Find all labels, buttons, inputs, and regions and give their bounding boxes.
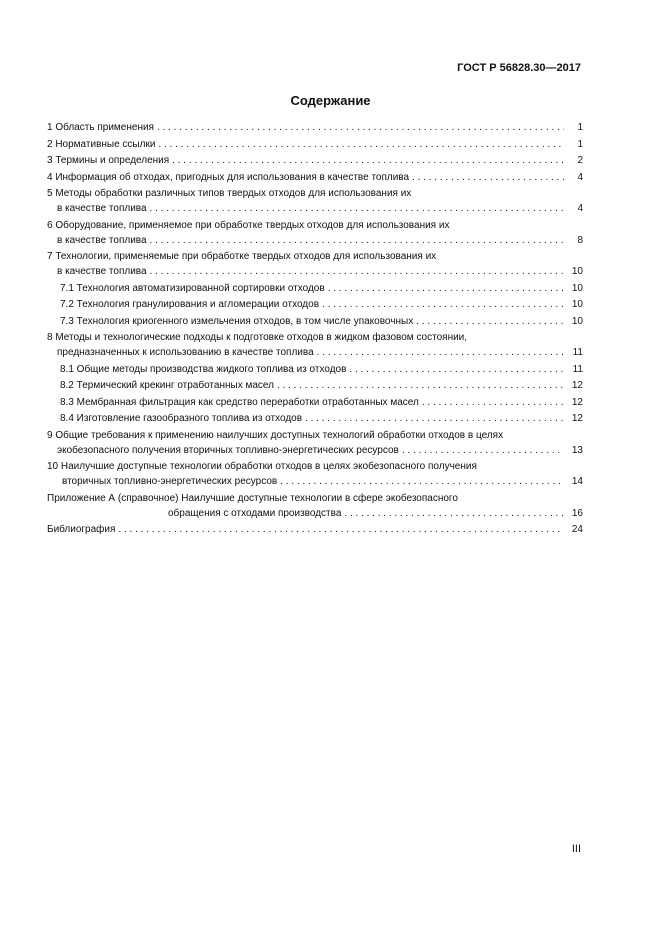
toc-entry-title: 6 Оборудование, применяемое при обработке твердых отходов для использования их <box>47 219 450 231</box>
toc-entry-title: 8.2 Термический крекинг отработанных масел <box>60 380 274 391</box>
toc-entry-title: 10 Наилучшие доступные технологии обработки отходов в целях экобезопасного получения <box>47 461 477 472</box>
toc-leader-dots <box>344 506 564 521</box>
toc-entry[interactable] <box>47 153 583 168</box>
toc-page-number: 11 <box>572 347 583 358</box>
toc-page-number: 11 <box>572 363 583 375</box>
toc-entry[interactable] <box>47 170 583 185</box>
toc-entry[interactable] <box>47 522 583 537</box>
document-code: ГОСТ Р 56828.30—2017 <box>457 62 581 74</box>
toc-entry-title: 8.3 Мембранная фильтрация как средство переработки отработанных масел <box>60 396 419 408</box>
toc-entry[interactable] <box>47 411 583 426</box>
toc-leader-dots <box>416 314 564 329</box>
toc-page-number: 10 <box>571 282 583 294</box>
toc-leader-dots <box>150 233 564 248</box>
toc-entry-title: 7.1 Технология автоматизированной сортировки отходов <box>60 282 325 294</box>
toc-entry-title: 4 Информация об отходах, пригодных для использования в качестве топлива <box>47 171 410 183</box>
toc-entry[interactable] <box>47 330 583 360</box>
toc-leader-dots <box>172 153 564 168</box>
toc-entry[interactable] <box>47 297 583 312</box>
toc-entry[interactable] <box>47 428 583 458</box>
toc-leader-dots <box>322 297 564 312</box>
toc-leader-dots <box>412 170 564 185</box>
toc-page-number: 2 <box>577 155 583 166</box>
toc-entry-title: 5 Методы обработки различных типов твердых отходов для использования их <box>47 188 412 199</box>
toc-leader-dots <box>150 264 564 279</box>
toc-entry[interactable] <box>47 362 583 377</box>
toc-page-number: 10 <box>571 266 583 277</box>
toc-entry[interactable] <box>47 281 583 296</box>
toc-page-number: 12 <box>571 396 583 408</box>
toc-leader-dots <box>118 522 564 537</box>
toc-leader-dots <box>158 137 564 152</box>
toc-leader-dots <box>349 362 564 377</box>
toc-leader-dots <box>157 120 564 135</box>
toc-entry-title: 8 Методы и технологические подходы к подготовке отходов в жидком фазовом состоянии, <box>47 332 468 343</box>
toc-leader-dots <box>150 201 564 216</box>
toc-entry-continuation: вторичных топливно-энергетических ресурсов <box>62 476 278 487</box>
toc-entry-title: 7.2 Технология гранулирования и агломерации отходов <box>60 299 320 310</box>
toc-entry[interactable] <box>47 218 583 248</box>
toc-title: Содержание <box>290 93 371 108</box>
toc-entry-title: Приложение А (справочное) Наилучшие доступные технологии в сфере экобезопасного <box>47 492 458 504</box>
toc-leader-dots <box>317 345 564 360</box>
toc-entry-title: 2 Нормативные ссылки <box>47 138 156 150</box>
toc-page-number: 12 <box>571 380 583 391</box>
toc-entry-continuation: в качестве топлива <box>57 234 147 246</box>
toc-entry[interactable] <box>47 395 583 410</box>
toc-page-number: 1 <box>577 138 583 150</box>
toc-page-number: 4 <box>577 171 583 183</box>
toc-entry-continuation: в качестве топлива <box>57 203 147 214</box>
toc-page-number: 14 <box>571 476 583 487</box>
toc-leader-dots <box>328 281 564 296</box>
toc-page-number: 4 <box>577 203 583 214</box>
toc-entry-title: 9 Общие требования к применению наилучших доступных технологий обработки отходов в целях <box>47 429 504 441</box>
toc-leader-dots <box>402 443 564 458</box>
toc-entry-title: 1 Область применения <box>47 122 154 133</box>
toc-page-number: 10 <box>571 299 583 310</box>
toc-page-number: 16 <box>571 507 583 519</box>
toc-entry[interactable] <box>47 137 583 152</box>
toc-entry-title: 8.1 Общие методы производства жидкого топлива из отходов <box>60 363 347 375</box>
toc-page-number: 13 <box>571 444 583 456</box>
toc-entry-continuation: в качестве топлива <box>57 266 147 277</box>
toc-leader-dots <box>280 474 564 489</box>
toc-entry[interactable] <box>47 459 583 489</box>
table-of-contents <box>47 120 583 537</box>
toc-page-number: 24 <box>571 524 583 535</box>
toc-entry[interactable] <box>47 249 583 279</box>
toc-entry-title: 7.3 Технология криогенного измельчения отходов, в том числе упаковочных <box>60 315 414 327</box>
toc-entry[interactable] <box>47 378 583 393</box>
toc-entry-title: 3 Термины и определения <box>47 155 170 166</box>
toc-page-number: 10 <box>571 315 583 327</box>
toc-page-number: 1 <box>577 122 583 133</box>
toc-entry[interactable] <box>47 491 583 521</box>
toc-page-number: 8 <box>577 234 583 246</box>
toc-entry-continuation: обращения с отходами производства <box>168 507 342 519</box>
toc-leader-dots <box>305 411 564 426</box>
toc-entry-title: 7 Технологии, применяемые при обработке твердых отходов для использования их <box>47 251 437 262</box>
toc-leader-dots <box>422 395 564 410</box>
toc-entry[interactable] <box>47 120 583 135</box>
toc-entry[interactable] <box>47 186 583 216</box>
toc-entry-continuation: экобезопасного получения вторичных топливно-энергетических ресурсов <box>57 444 399 456</box>
toc-entry-title: Библиография <box>47 524 116 535</box>
page-number: III <box>571 843 581 855</box>
toc-entry[interactable] <box>47 314 583 329</box>
toc-entry-title: 8.4 Изготовление газообразного топлива из отходов <box>60 413 303 424</box>
toc-leader-dots <box>277 378 564 393</box>
toc-page-number: 12 <box>571 413 583 424</box>
toc-entry-continuation: предназначенных к использованию в качестве топлива <box>57 347 314 358</box>
